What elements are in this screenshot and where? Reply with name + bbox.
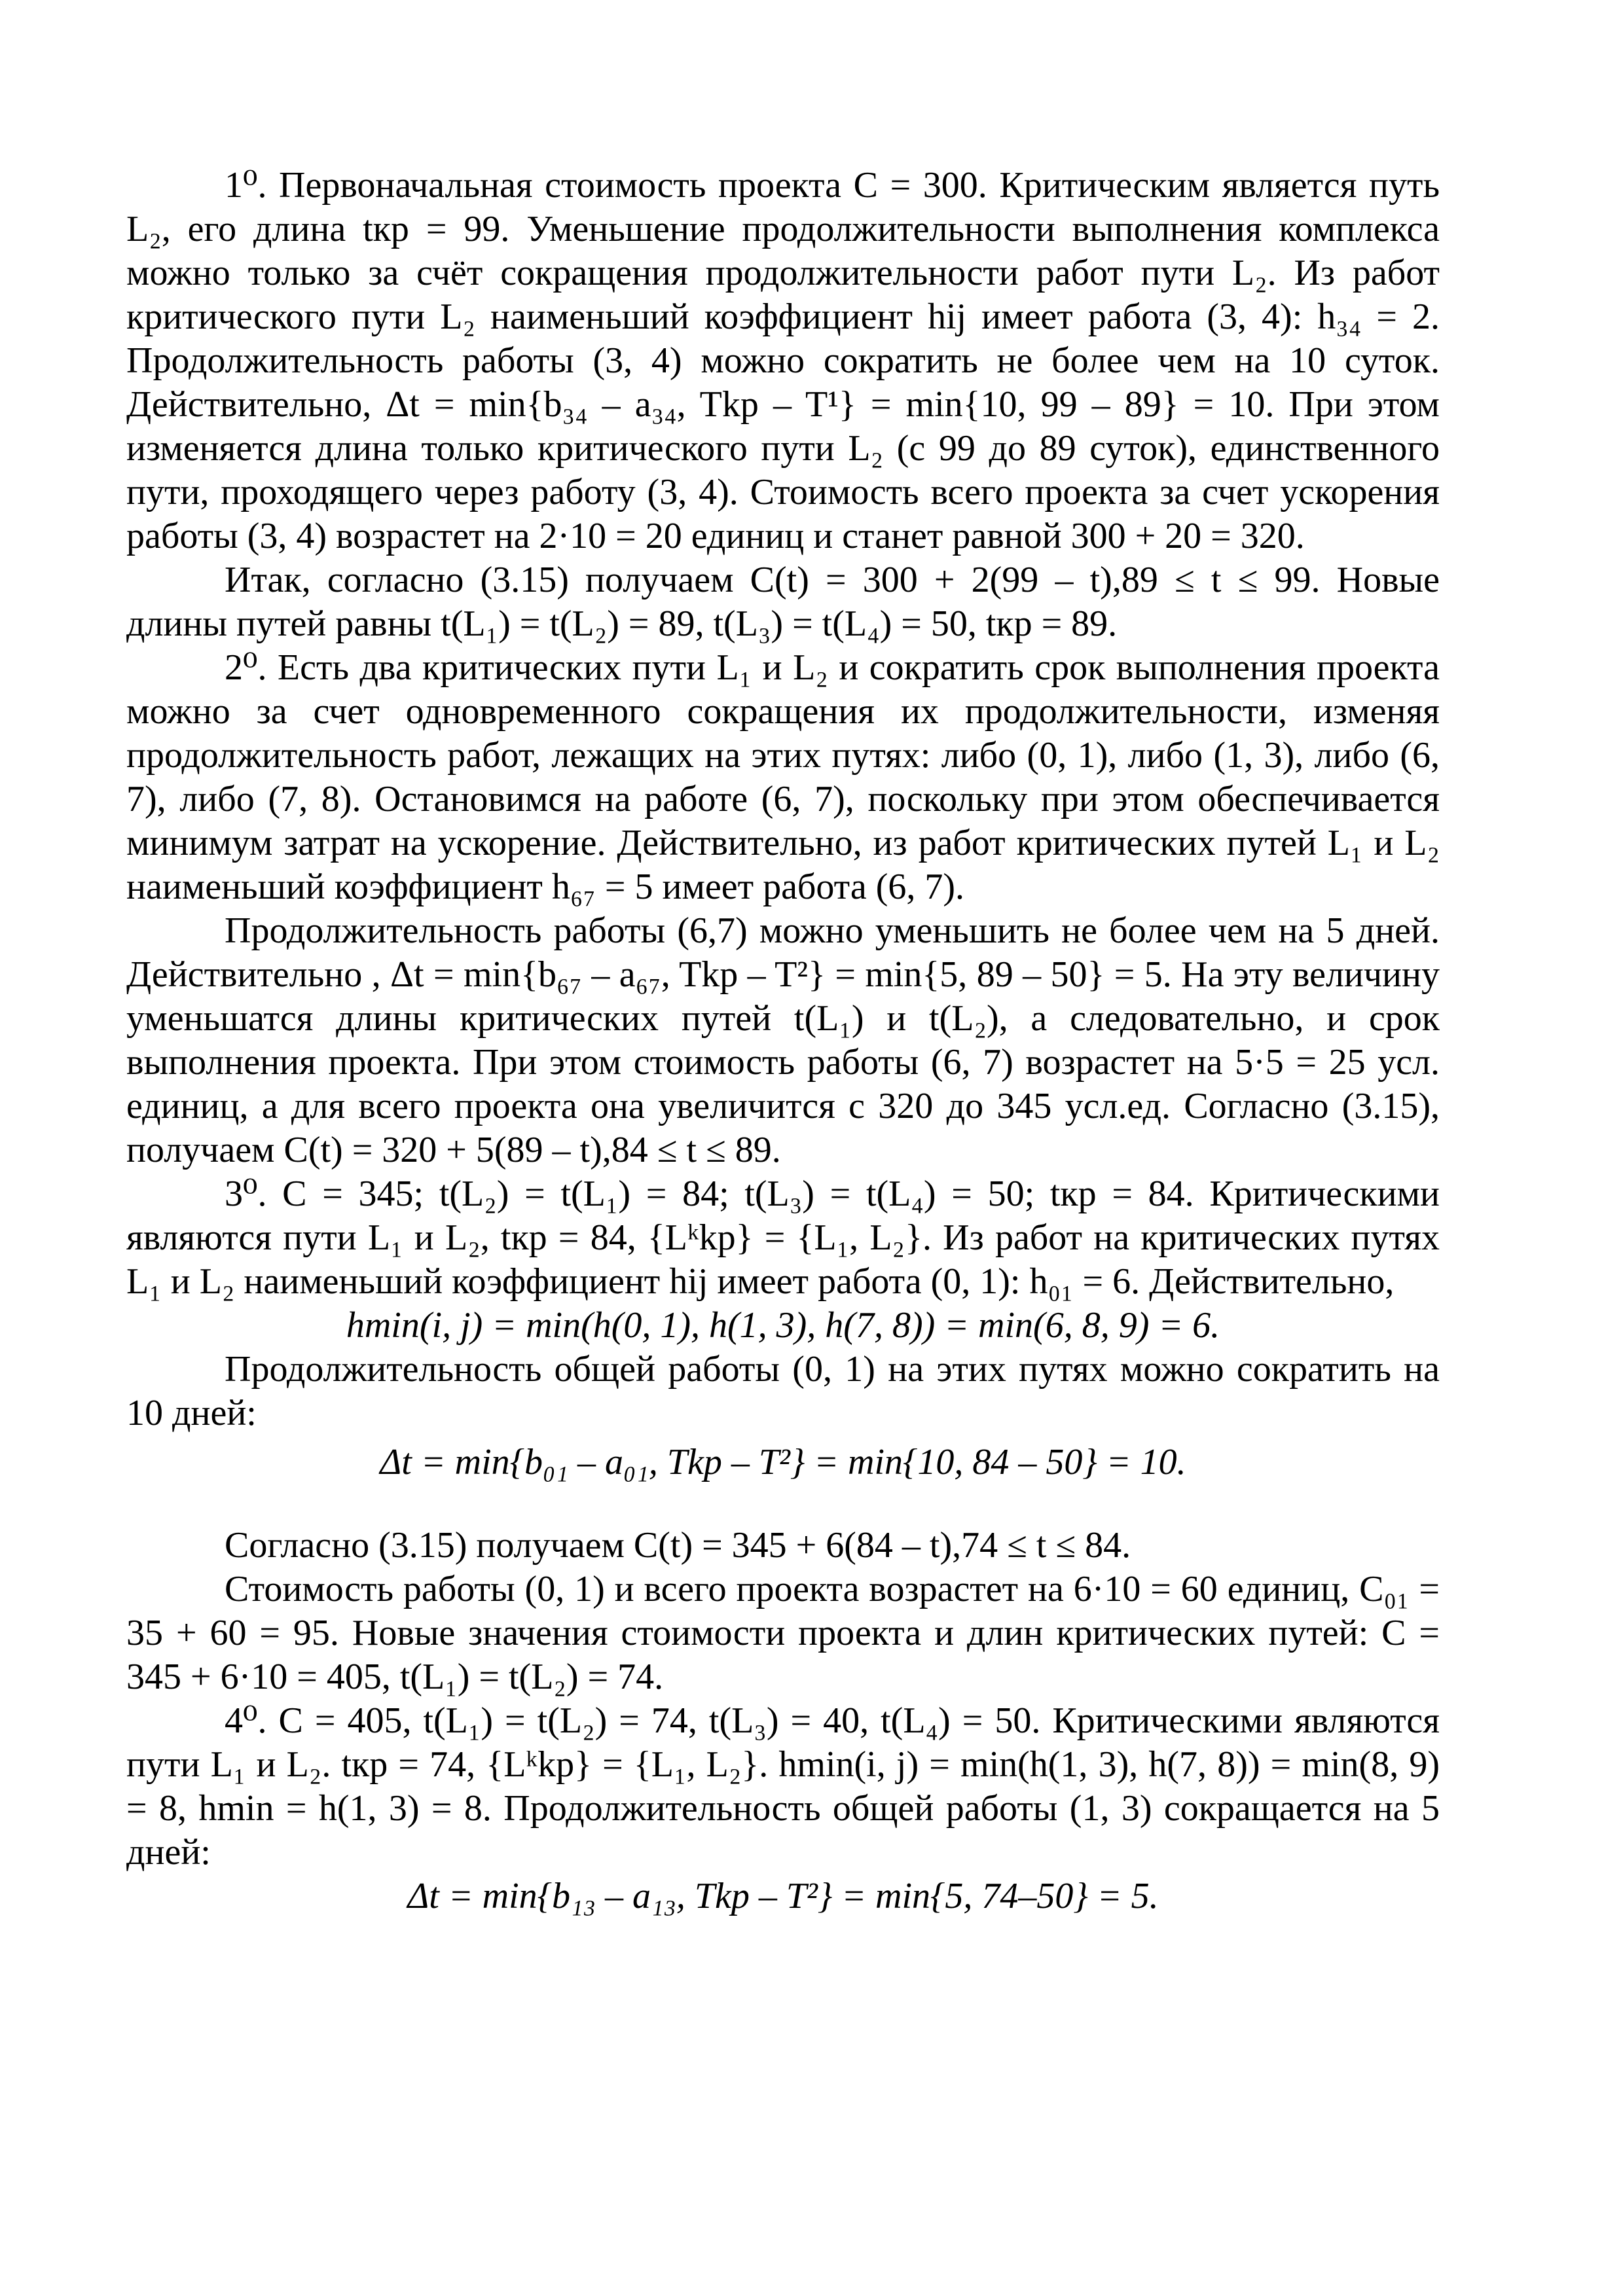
paragraph-step-2: 2⁰. Есть два критических пути L₁ и L₂ и сократить срок выполнения проекта можно за счет одновременного сокращения их продолжительности, изменяя продолжительность работ, лежащих на этих путях: либо (0, 1), либо (1, 3), либо (6, 7), либо (7, 8). Остановимся на работе (6, 7), поскольку при этом обеспечивается минимум затрат на ускорение. Действительно, из работ критических путей L₁ и L₂ наименьший коэффициент h₆₇ = 5 имеет работа (6, 7).: [126, 647, 1440, 907]
document-body: [126, 164, 1440, 1918]
paragraph-step-1: 1⁰. Первоначальная стоимость проекта C = 300. Критическим является путь L₂, его длина tкр = 99. Уменьшение продолжительности выполнения комплекса можно только за счёт сокращения продолжительности работ пути L₂. Из работ критического пути L₂ наименьший коэффициент hij имеет работа (3, 4): h₃₄ = 2. Продолжительность работы (3, 4) можно сократить не более чем на 10 суток. Действительно, Δt = min{b₃₄ – a₃₄, Tkp – T¹} = min{10, 99 – 89} = 10. При этом изменяется длина только критического пути L₂ (с 99 до 89 суток), единственного пути, проходящего через работу (3, 4). Стоимость всего проекта за счет ускорения работы (3, 4) возрастет на 2·10 = 20 единиц и станет равной 300 + 20 = 320.: [126, 165, 1440, 556]
paragraph-cost-increase: Стоимость работы (0, 1) и всего проекта возрастет на 6·10 = 60 единиц, C₀₁ = 35 + 60 = 95. Новые значения стоимости проекта и длин критических путей: C = 345 + 6·10 = 405, t(L₁) = t(L₂) = 74.: [126, 1569, 1440, 1697]
formula-hmin: hmin(i, j) = min(h(0, 1), h(1, 3), h(7, 8)) = min(6, 8, 9) = 6.: [346, 1305, 1220, 1346]
formula-delta-t-2: Δt = min{b₁₃ – a₁₃, Tkp – T²} = min{5, 74–50} = 5.: [407, 1876, 1159, 1916]
paragraph-cost-function-1: Итак, согласно (3.15) получаем C(t) = 300 + 2(99 – t),89 ≤ t ≤ 99. Новые длины путей равны t(L₁) = t(L₂) = 89, t(L₃) = t(L₄) = 50, tкр = 89.: [126, 560, 1440, 644]
paragraph-step-2-continued: Продолжительность работы (6,7) можно уменьшить не более чем на 5 дней. Действительно , Δt = min{b₆₇ – a₆₇, Tkp – T²} = min{5, 89 – 50} = 5. На эту величину уменьшатся длины критических путей t(L₁) и t(L₂), а следовательно, и срок выполнения проекта. При этом стоимость работы (6, 7) возрастет на 5·5 = 25 усл. единиц, а для всего проекта она увеличится с 320 до 345 усл.ед. Согласно (3.15), получаем C(t) = 320 + 5(89 – t),84 ≤ t ≤ 89.: [126, 910, 1440, 1170]
paragraph-step-3: 3⁰. С = 345; t(L₂) = t(L₁) = 84; t(L₃) = t(L₄) = 50; tкр = 84. Критическими являются пути L₁ и L₂, tкр = 84, {Lᵏkp} = {L₁, L₂}. Из работ на критических путях L₁ и L₂ наименьший коэффициент hij имеет работа (0, 1): h₀₁ = 6. Действительно,: [126, 1174, 1440, 1302]
formula-delta-t-1: Δt = min{b₀₁ – a₀₁, Tkp – T²} = min{10, 84 – 50} = 10.: [380, 1442, 1186, 1482]
paragraph-reduce-work: Продолжительность общей работы (0, 1) на этих путях можно сократить на 10 дней:: [126, 1349, 1440, 1433]
paragraph-step-4: 4⁰. C = 405, t(L₁) = t(L₂) = 74, t(L₃) = 40, t(L₄) = 50. Критическими являются пути L₁ и L₂. tкр = 74, {Lᵏkp} = {L₁, L₂}. hmin(i, j) = min(h(1, 3), h(7, 8)) = min(8, 9) = 8, hmin = h(1, 3) = 8. Продолжительность общей работы (1, 3) сокращается на 5 дней:: [126, 1700, 1440, 1873]
paragraph-cost-function-3: Согласно (3.15) получаем C(t) = 345 + 6(84 – t),74 ≤ t ≤ 84.: [225, 1525, 1131, 1566]
